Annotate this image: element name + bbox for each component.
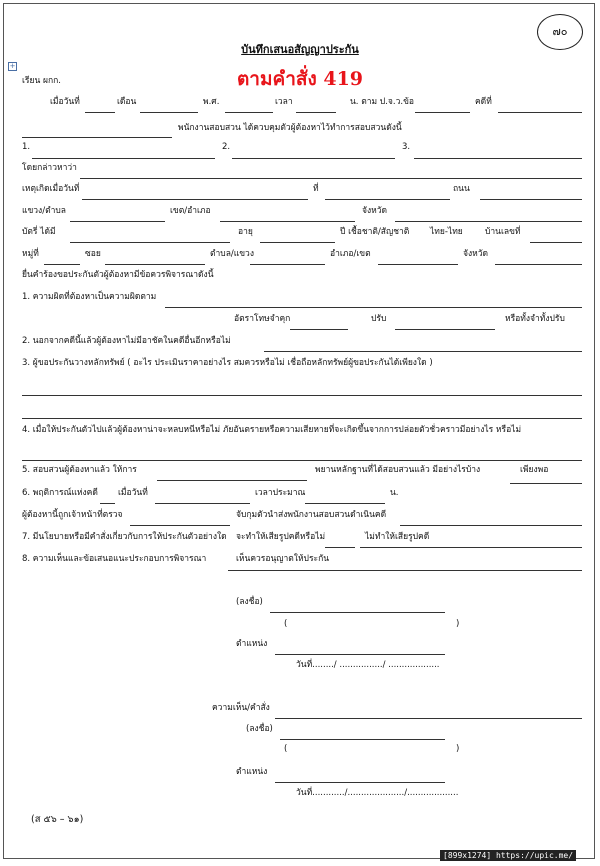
sign2-label: (ลงชื่อ): [246, 724, 273, 734]
label-when: เมื่อวันที่: [50, 97, 80, 107]
field-arrest[interactable]: [130, 525, 230, 526]
officer-line: พนักงานสอบสวน ได้ควบคุมตัวผู้ต้องหาไว้ทำการสอบสวนดังนี้: [178, 123, 402, 133]
item4: 4. เมื่อให้ประกันตัวไปแล้วผู้ต้องหาน่าจะหลบหนีหรือไม่ ภัยอันตรายหรือความเสียหายที่จะเกิดขึ้นจากการปล่อยตัวชั่วคราวมีอย่างไร หรือไม่: [22, 425, 522, 435]
field-sign1[interactable]: [270, 612, 445, 613]
id-label: บัตรี่ ได้มี: [22, 227, 56, 237]
field-position2[interactable]: [275, 782, 445, 783]
item2: 2. นอกจากคดีนี้แล้วผู้ต้องหาไม่มีอาชัคในคดีอื่นอีกหรือไม่: [22, 336, 231, 346]
field-opinion[interactable]: [275, 718, 582, 719]
field-suspect-2[interactable]: [232, 158, 395, 159]
item6-n: น.: [390, 488, 399, 498]
item7-question: จะทำให้เสียรูปคดีหรือไม่: [236, 532, 326, 542]
label-case: คดีที่: [475, 97, 492, 107]
item5-evidence: พยานหลักฐานที่ได้สอบสวนแล้ว มีอย่างไรบ้าง: [315, 465, 481, 475]
label-time: เวลา: [275, 97, 293, 107]
field-item6-time[interactable]: [305, 503, 385, 504]
arrest-caught: ผู้ต้องหานี้ถูกเจ้าหน้าที่ตรวจ: [22, 510, 123, 520]
incident-road-label: ถนน: [453, 184, 470, 194]
field-item8[interactable]: [228, 570, 582, 571]
house-label: บ้านเลขที่: [485, 227, 521, 237]
sign1-close: ): [456, 619, 460, 629]
field-item6-a[interactable]: [100, 503, 115, 504]
field-item1[interactable]: [165, 307, 582, 308]
request-line: ยื่นคำร้องขอประกันตัวผู้ต้องหามีข้อควรพิจารณาดังนี้: [22, 270, 214, 280]
salutation: เรียน ผกก.: [22, 76, 61, 86]
item8-label: 8. ความเห็นและข้อเสนอแนะประกอบการพิจารณา: [22, 554, 207, 564]
page-number: ๗๐: [537, 14, 583, 50]
form-code: (ส ๕๖ – ๖๑): [31, 814, 84, 825]
expand-icon[interactable]: +: [9, 62, 16, 70]
subdistrict-label: แขวง/ตำบล: [22, 206, 66, 216]
charge-label: โดยกล่าวหาว่า: [22, 163, 77, 173]
order-stamp: ตามคำสั่ง 419: [236, 68, 364, 90]
sign2-close: ): [456, 744, 460, 754]
field-item5-enough[interactable]: [510, 483, 582, 484]
field-jail[interactable]: [290, 329, 348, 330]
sign2-open: (: [284, 744, 288, 754]
field-suspect-1[interactable]: [32, 158, 215, 159]
field-officer[interactable]: [22, 137, 172, 138]
district-label: เขต/อำเภอ: [170, 206, 211, 216]
field-tambon[interactable]: [250, 264, 325, 265]
field-district[interactable]: [220, 221, 355, 222]
form-title: บันทึกเสนอสัญญาประกัน: [241, 43, 359, 56]
field-position1[interactable]: [275, 654, 445, 655]
field-name[interactable]: [70, 242, 230, 243]
item3: 3. ผู้ขอประกันวางหลักทรัพย์ ( อะไร ประเมินราคาอย่างไร สมควรหรือไม่ เชื่อถือหลักทรัพย์ผู้ขอประกันได้เพียงใด ): [22, 358, 433, 368]
label-law: น. ตาม ป.จ.ว.ข้อ: [350, 97, 414, 107]
field-case[interactable]: [498, 112, 582, 113]
item6-when: เมื่อวันที่: [118, 488, 148, 498]
field-law[interactable]: [415, 112, 470, 113]
tambon-label: ตำบล/แขวง: [210, 249, 254, 259]
sign1-position: ตำแหน่ง: [236, 639, 268, 649]
age-label: อายุ: [238, 227, 253, 237]
field-incident-date[interactable]: [82, 199, 308, 200]
field-item2[interactable]: [264, 351, 582, 352]
field-item5[interactable]: [157, 480, 307, 481]
item7-label: 7. มีนโยบายหรือมีคำสั่งเกี่ยวกับการให้ประกันตัวอย่างใด: [22, 532, 227, 542]
field-item7[interactable]: [325, 547, 355, 548]
watermark: [899x1274] https://upic.me/: [440, 850, 576, 861]
arrest-sent: จับกุมตัวนำส่งพนักงานสอบสวนดำเนินคดี: [236, 510, 387, 520]
opinion-order: ความเห็น/คำสั่ง: [212, 703, 270, 713]
incident-place-label: ที่: [313, 184, 319, 194]
sign1-date: วันที่......../ ................/ ...................: [296, 660, 440, 670]
label-month: เดือน: [117, 97, 137, 107]
field-item4[interactable]: [22, 460, 582, 461]
sign2-position: ตำแหน่ง: [236, 767, 268, 777]
field-time[interactable]: [296, 112, 336, 113]
field-charge[interactable]: [80, 178, 582, 179]
field-item3-b[interactable]: [22, 418, 582, 419]
item6-label: 6. พฤติการณ์แห่งคดี: [22, 488, 98, 498]
field-province[interactable]: [395, 221, 582, 222]
penalty-jail: อัตราโทษจำคุก: [234, 314, 291, 324]
sign1-label: (ลงชื่อ): [236, 597, 263, 607]
item1: 1. ความผิดที่ต้องหาเป็นความผิดตาม: [22, 292, 157, 302]
race-value: ไทย-ไทย: [430, 227, 463, 237]
item7-answer: ไม่ทำให้เสียรูปคดี: [365, 532, 430, 542]
suspect-3: 3.: [402, 142, 411, 152]
sign1-open: (: [284, 619, 288, 629]
penalty-both: หรือทั้งจำทั้งปรับ: [505, 314, 565, 324]
field-suspect-3[interactable]: [414, 158, 582, 159]
field-item6-date[interactable]: [155, 503, 250, 504]
field-incident-place[interactable]: [325, 199, 450, 200]
label-year: พ.ศ.: [203, 97, 220, 107]
item5-enough: เพียงพอ: [520, 465, 549, 475]
field-fine[interactable]: [395, 329, 495, 330]
suspect-1: 1.: [22, 142, 31, 152]
field-day[interactable]: [85, 112, 115, 113]
suspect-2: 2.: [222, 142, 231, 152]
item6-time: เวลาประมาณ: [255, 488, 306, 498]
field-item7-answer[interactable]: [360, 547, 582, 548]
moo-label: หมู่ที่: [22, 249, 39, 259]
item8-opinion: เห็นควรอนุญาตให้ประกัน: [236, 554, 330, 564]
field-amphoe[interactable]: [378, 264, 458, 265]
field-soi[interactable]: [105, 264, 205, 265]
field-address-province[interactable]: [495, 264, 582, 265]
incident-date-label: เหตุเกิดเมื่อวันที่: [22, 184, 80, 194]
sign2-date: วันที่............/...................../...................: [296, 788, 459, 798]
penalty-fine: ปรับ: [371, 314, 387, 324]
soi-label: ซอย: [85, 249, 101, 259]
field-age[interactable]: [260, 242, 335, 243]
field-house[interactable]: [530, 242, 582, 243]
province-label: จังหวัด: [362, 206, 388, 216]
field-item3-a[interactable]: [22, 395, 582, 396]
field-moo[interactable]: [44, 264, 80, 265]
item5-label: 5. สอบสวนผู้ต้องหาแล้ว ให้การ: [22, 465, 137, 475]
amphoe-label: อำเภอ/เขต: [330, 249, 371, 259]
field-arrest-2[interactable]: [400, 525, 582, 526]
field-month[interactable]: [140, 112, 198, 113]
race-label: ปี เชื้อชาติ/สัญชาติ: [340, 227, 410, 237]
field-subdistrict[interactable]: [70, 221, 165, 222]
field-sign2[interactable]: [280, 739, 445, 740]
field-year[interactable]: [225, 112, 273, 113]
field-road[interactable]: [480, 199, 582, 200]
address-province-label: จังหวัด: [463, 249, 489, 259]
